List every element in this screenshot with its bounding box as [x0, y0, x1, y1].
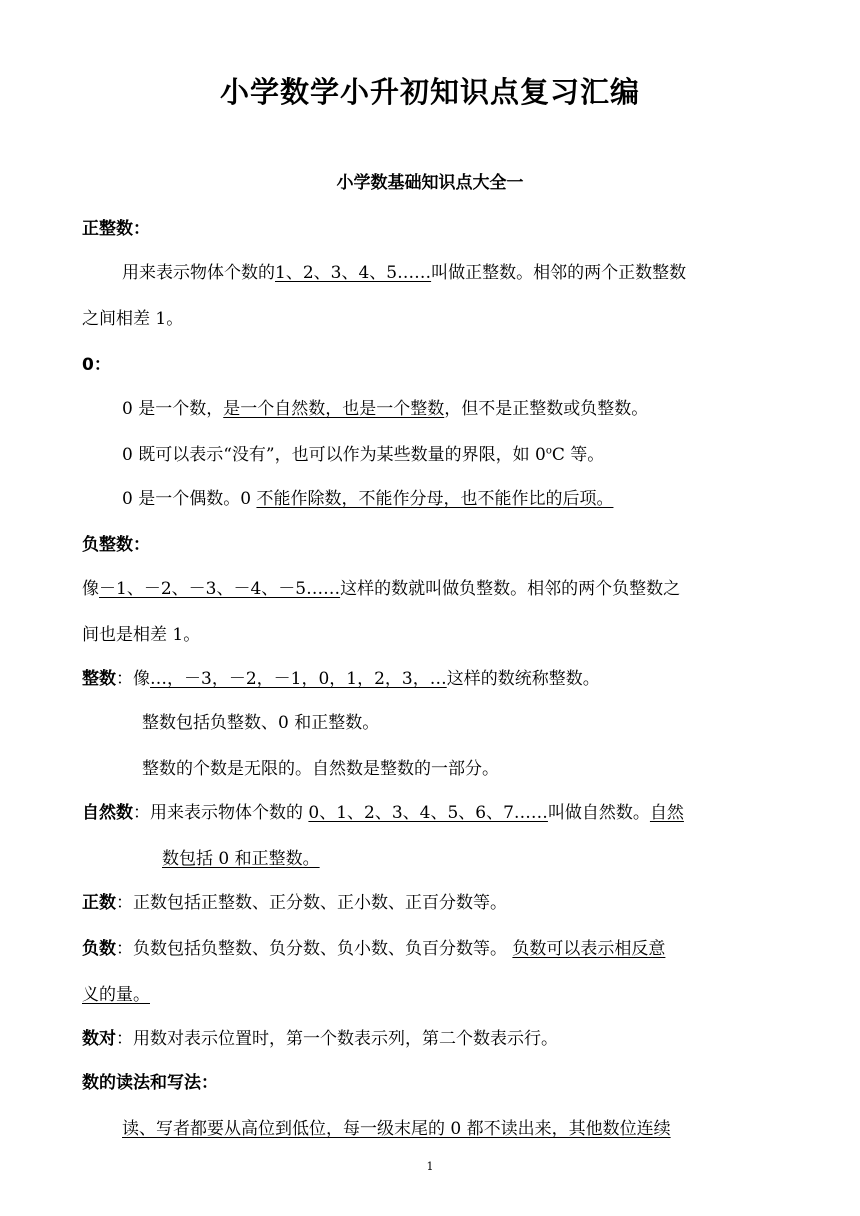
- para-positive-integer-line1: 用来表示物体个数的1、2、3、4、5……叫做正整数。相邻的两个正数整数: [122, 263, 687, 283]
- para-negative-integer-line1: 像－1、－2、－3、－4、－5……这样的数就叫做负整数。相邻的两个负整数之: [82, 579, 681, 599]
- para-zero-line3: 0 是一个偶数。0 不能作除数，不能作分母，也不能作比的后项。: [122, 489, 614, 509]
- para-read-write-line1: [122, 1116, 671, 1142]
- para-pair: 数对：用数对表示位置时，第一个数表示列，第二个数表示行。: [82, 1029, 558, 1049]
- para-positive-integer-line2: 之间相差 1。: [82, 309, 184, 329]
- page-number: 1: [426, 1160, 434, 1173]
- para-negative-line2: [82, 982, 150, 1008]
- underlined-text: －1、－2、－3、－4、－5……: [99, 579, 341, 599]
- heading-positive-integer: 正整数：: [82, 219, 150, 239]
- heading-natural: 自然数: [82, 803, 133, 823]
- underlined-text: 数包括 0 和正整数。: [162, 849, 320, 869]
- para-positive: 正数：正数包括正整数、正分数、正小数、正百分数等。: [82, 893, 507, 913]
- heading-pair: 数对: [82, 1029, 116, 1049]
- heading-zero: 0：: [82, 355, 111, 375]
- para-zero-line2: 0 既可以表示“没有”，也可以作为某些数量的界限，如 0$^o$C 等。: [122, 445, 605, 465]
- heading-read-write: 数的读法和写法：: [82, 1073, 218, 1093]
- para-negative-integer-line2: 间也是相差 1。: [82, 625, 201, 645]
- underlined-text: 义的量。: [82, 985, 150, 1005]
- underlined-text: 自然: [649, 803, 684, 823]
- para-zero-line1: 0 是一个数，是一个自然数，也是一个整数，但不是正整数或负整数。: [122, 399, 649, 419]
- para-integer-line1: 整数：像…，－3，－2，－1，0，1，2，3，…这样的数统称整数。: [82, 669, 600, 689]
- para-negative-line1: 负数：负数包括负整数、负分数、负小数、负百分数等。 负数可以表示相反意: [82, 939, 666, 959]
- heading-negative: 负数: [82, 939, 116, 959]
- underlined-text: …，－3，－2，－1，0，1，2，3，…: [150, 669, 447, 689]
- para-integer-line3: 整数的个数是无限的。自然数是整数的一部分。: [142, 759, 499, 779]
- underlined-text: 不能作除数，不能作分母，也不能作比的后项。: [256, 489, 614, 509]
- para-integer-line2: 整数包括负整数、0 和正整数。: [142, 713, 380, 733]
- heading-negative-integer: 负整数：: [82, 535, 150, 555]
- underlined-text: 读、写者都要从高位到低位，每一级末尾的 0 都不读出来，其他数位连续: [122, 1119, 671, 1139]
- underlined-text: 0、1、2、3、4、5、6、7……: [308, 803, 548, 823]
- underlined-text: 负数可以表示相反意: [512, 939, 666, 959]
- page-title: 小学数学小升初知识点复习汇编: [219, 75, 640, 109]
- underlined-text: 1、2、3、4、5……: [275, 263, 432, 283]
- section-subtitle: 小学数基础知识点大全一: [336, 173, 524, 193]
- para-natural-line2: [162, 846, 320, 872]
- para-natural-line1: 自然数：用来表示物体个数的 0、1、2、3、4、5、6、7……叫做自然数。自然: [82, 803, 684, 823]
- heading-positive: 正数: [82, 893, 116, 913]
- underlined-text: 是一个自然数，也是一个整数: [223, 399, 445, 419]
- heading-integer: 整数: [82, 669, 116, 689]
